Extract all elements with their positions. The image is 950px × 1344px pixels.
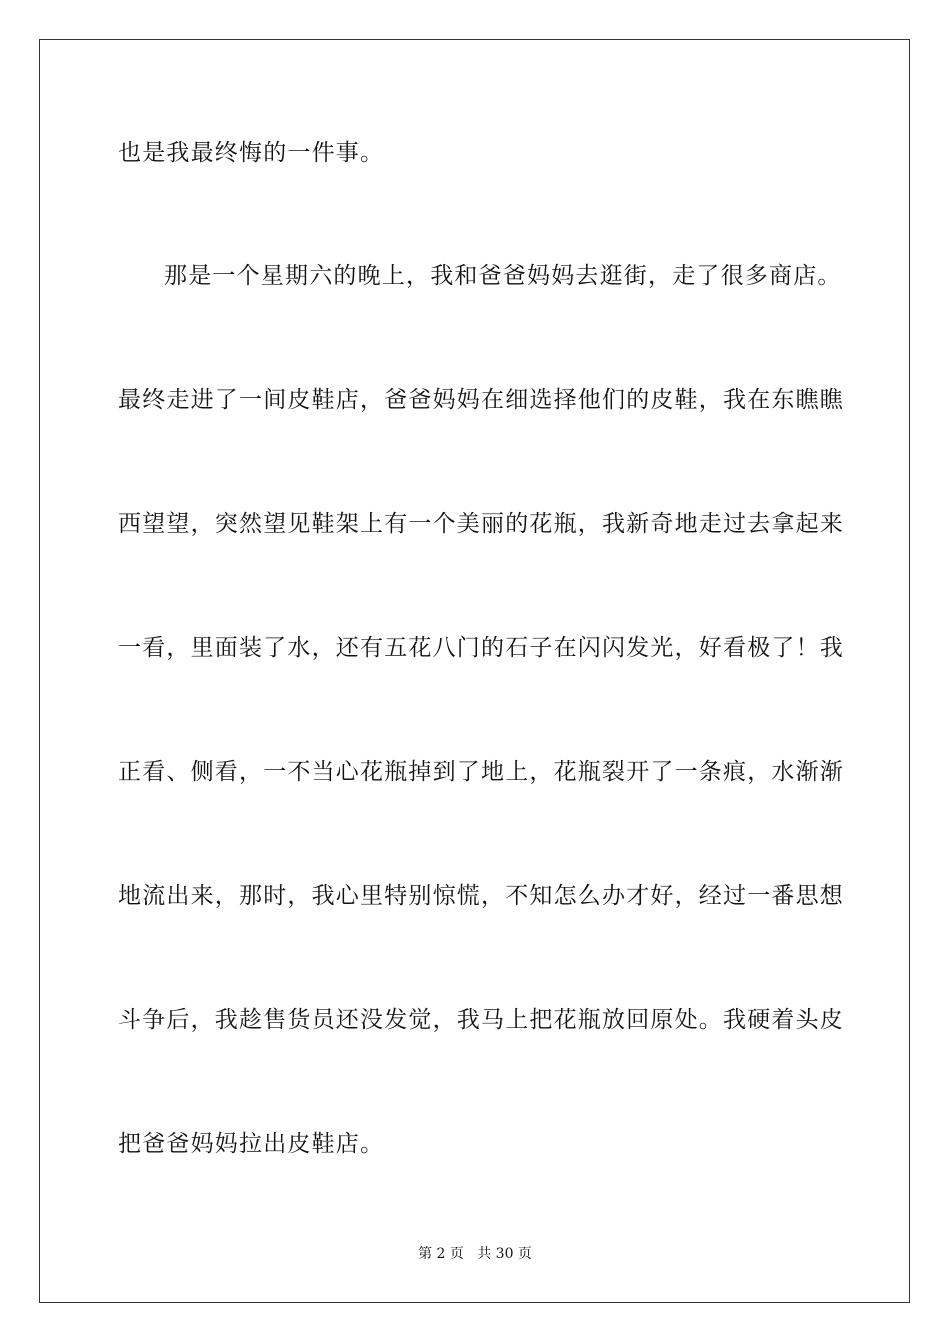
text-line-7: 地流出来，那时，我心里特别惊慌，不知怎么办才好，经过一番思想: [118, 883, 844, 909]
text-line-2-paragraph-start: 那是一个星期六的晚上，我和爸爸妈妈去逛街，走了很多商店。: [164, 263, 842, 289]
text-line-5: 一看，里面装了水，还有五花八门的石子在闪闪发光，好看极了！我: [118, 635, 844, 661]
text-line-6: 正看、侧看，一不当心花瓶掉到了地上，花瓶裂开了一条痕，水渐渐: [118, 759, 844, 785]
text-line-4: 西望望，突然望见鞋架上有一个美丽的花瓶，我新奇地走过去拿起来: [118, 511, 844, 537]
text-line-3: 最终走进了一间皮鞋店，爸爸妈妈在细选择他们的皮鞋，我在东瞧瞧: [118, 387, 844, 413]
page-number-footer: 第 2 页 共 30 页: [418, 1246, 532, 1262]
text-line-9: 把爸爸妈妈拉出皮鞋店。: [118, 1131, 385, 1157]
text-line-1: 也是我最终悔的一件事。: [118, 140, 385, 166]
page-border: [39, 39, 910, 1303]
text-line-8: 斗争后，我趁售货员还没发觉，我马上把花瓶放回原处。我硬着头皮: [118, 1007, 844, 1033]
